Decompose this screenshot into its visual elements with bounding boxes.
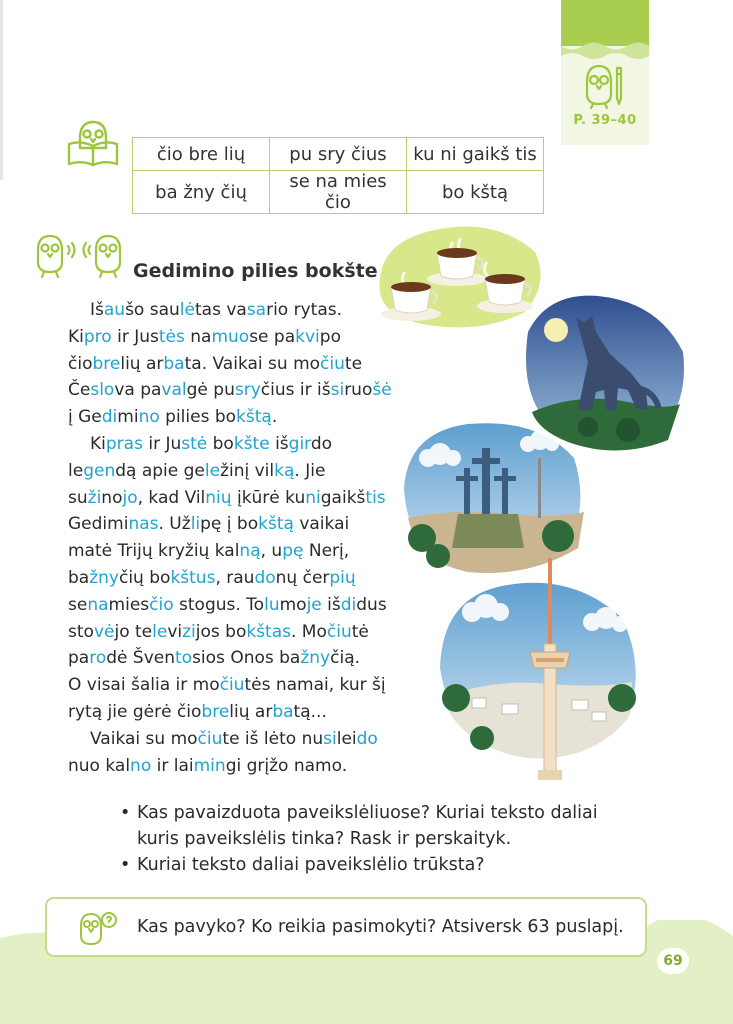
text-segment: Gedimi (68, 514, 129, 535)
text-segment: nų čer (275, 567, 330, 588)
highlighted-syllable: au (103, 300, 126, 320)
highlighted-syllable: no (130, 755, 152, 776)
story-line (68, 458, 408, 485)
text-segment: pa (68, 648, 90, 669)
syllable-cell: ku ni gaikš tis (407, 138, 544, 171)
text-segment: te iš lėto nu (222, 728, 324, 749)
highlighted-syllable: ba (272, 701, 294, 722)
story-line (68, 538, 408, 565)
text-segment: vi (167, 621, 183, 642)
highlighted-syllable: nas (128, 514, 159, 535)
story-line (68, 431, 408, 458)
text-segment: lių ar (229, 701, 273, 722)
text-segment: nuo kal (68, 755, 131, 776)
highlighted-syllable: ką (274, 460, 295, 481)
syllable-cell: pu sry čius (270, 138, 407, 171)
highlighted-syllable: do (254, 567, 276, 588)
talking-birds-icon (34, 232, 124, 280)
highlighted-syllable: min (193, 755, 226, 776)
text-segment: jo te (114, 621, 153, 642)
table-row (133, 171, 544, 214)
highlighted-syllable: kštas (246, 621, 291, 642)
text-segment: tas va (194, 300, 247, 320)
text-segment: . Jie (294, 460, 326, 481)
story-line (68, 592, 408, 619)
text-segment: . Už (158, 514, 191, 535)
story-title: Gedimino pilies bokšte (133, 260, 378, 282)
highlighted-syllable: slo (90, 380, 115, 401)
tv-tower-illustration (432, 548, 644, 784)
highlighted-syllable: ži (87, 487, 102, 508)
question-list (120, 800, 598, 878)
text-segment: ir Ju (142, 433, 182, 454)
text-segment: dė Šven (106, 648, 175, 669)
syllable-cell: čio bre lių (133, 138, 270, 171)
highlighted-syllable: čiu (197, 728, 223, 749)
text-segment: mies (108, 594, 150, 615)
highlighted-syllable: li (190, 514, 201, 535)
thinking-bird-icon (77, 910, 117, 948)
highlighted-syllable: kštą (236, 407, 272, 428)
highlighted-syllable: je (306, 594, 322, 615)
text-segment: iš (321, 594, 341, 615)
story-text (68, 297, 408, 779)
text-segment: sto (68, 621, 94, 642)
story-line (68, 404, 408, 431)
highlighted-syllable: vė (93, 621, 115, 642)
tab-page-reference: P. 39–40 (573, 113, 637, 128)
reminder-box (45, 897, 647, 957)
text-segment: rio rytas. (266, 300, 343, 320)
text-segment: dus (356, 594, 387, 615)
text-segment: gi grįžo namo. (225, 755, 348, 776)
text-segment: Iš (90, 300, 104, 320)
text-segment: . Mo (291, 621, 327, 642)
text-segment: iš (269, 433, 289, 454)
highlighted-syllable: na (87, 594, 109, 615)
text-segment: čių bo (118, 567, 171, 588)
text-segment: se (68, 594, 88, 615)
story-line (68, 753, 408, 780)
text-segment: , rau (215, 567, 255, 588)
highlighted-syllable: kvi (295, 326, 320, 347)
text-segment: ba (68, 567, 90, 588)
highlighted-syllable: čiu (326, 621, 352, 642)
text-segment: no (101, 487, 123, 508)
highlighted-syllable: di (101, 407, 118, 428)
reminder-text: Kas pavyko? Ko reikia pasimokyti? Atsiversk 63 puslapį. (137, 917, 624, 937)
story-line (68, 377, 408, 404)
text-segment: , kad Vil (137, 487, 206, 508)
text-segment: įkūrė ku (231, 487, 306, 508)
highlighted-syllable: le (204, 460, 221, 481)
text-segment: sios Onos ba (192, 648, 301, 669)
story-line (68, 645, 408, 672)
chapter-tab (561, 0, 649, 145)
text-segment: te (344, 353, 363, 374)
text-segment: Če (68, 380, 91, 401)
highlighted-syllable: šė (372, 380, 392, 401)
highlighted-syllable: si (330, 380, 345, 401)
text-segment: pę į bo (200, 514, 259, 535)
text-segment: jos bo (195, 621, 247, 642)
text-segment: Ki (68, 326, 84, 347)
story-line (68, 511, 408, 538)
text-segment: do (310, 433, 333, 454)
text-segment: į Ge (68, 407, 102, 428)
highlighted-syllable: to (175, 648, 193, 669)
highlighted-syllable: lu (264, 594, 280, 615)
text-segment: O visai šalia ir mo (68, 675, 220, 696)
bullet: • (120, 855, 131, 875)
text-segment: mi (117, 407, 139, 428)
text-segment: Nerį, (303, 541, 350, 562)
text-segment: žinį vil (220, 460, 275, 481)
page-number: 69 (657, 948, 689, 974)
text-segment: na (184, 326, 212, 347)
text-segment: tės namai, kur šį (244, 675, 386, 696)
question-item (120, 852, 598, 878)
story-line (68, 619, 408, 646)
text-segment: čius ir iš (260, 380, 331, 401)
highlighted-syllable: jo (122, 487, 138, 508)
highlighted-syllable: žny (300, 648, 331, 669)
text-segment: mo (279, 594, 307, 615)
text-segment: matė Trijų kryžių kal (68, 541, 240, 562)
highlighted-syllable: gir (288, 433, 311, 454)
story-line (68, 672, 408, 699)
question-item (120, 800, 598, 852)
text-segment: ta. Vaikai su mo (184, 353, 321, 374)
story-line (68, 565, 408, 592)
text-segment: Vaikai su mo (90, 728, 198, 749)
text-segment: su (68, 487, 88, 508)
highlighted-syllable: ni (305, 487, 321, 508)
text-segment: gaikš (320, 487, 366, 508)
highlighted-syllable: tis (365, 487, 386, 508)
highlighted-syllable: čiu (219, 675, 245, 696)
text-segment: šo sau (125, 300, 180, 320)
highlighted-syllable: si (323, 728, 337, 749)
highlighted-syllable: kštus (170, 567, 216, 588)
highlighted-syllable: zi (182, 621, 196, 642)
highlighted-syllable: nių (205, 487, 232, 508)
text-segment: . (271, 407, 278, 428)
text-segment: stogus. To (173, 594, 265, 615)
highlighted-syllable: tės (158, 326, 185, 347)
text-segment: ruo (344, 380, 373, 401)
question-line: Kas pavaizduota paveikslėliuose? Kuriai teksto daliai (137, 803, 598, 823)
story-line (68, 726, 408, 753)
highlighted-syllable: pras (105, 433, 143, 454)
table-row (133, 138, 544, 171)
highlighted-syllable: sa (246, 300, 267, 320)
text-segment: tą... (293, 701, 327, 722)
story-line (68, 699, 408, 726)
highlighted-syllable: žny (89, 567, 119, 588)
text-segment: gė pu (186, 380, 235, 401)
story-line (68, 485, 408, 512)
text-segment: tė (351, 621, 369, 642)
highlighted-syllable: do (356, 728, 378, 749)
text-segment: rytą jie gėrė čio (68, 701, 202, 722)
text-segment: va pa (114, 380, 162, 401)
text-segment: Ki (90, 433, 106, 454)
text-segment: bo (207, 433, 234, 454)
text-segment: čią. (330, 648, 361, 669)
owl-reading-icon (66, 118, 120, 168)
text-segment: le (68, 460, 84, 481)
highlighted-syllable: lė (179, 300, 195, 320)
text-segment: vaikai (293, 514, 350, 535)
syllable-cell: ba žny čių (133, 171, 270, 214)
page-edge (0, 0, 3, 180)
text-segment: lių ar (120, 353, 164, 374)
text-segment: pilies bo (159, 407, 237, 428)
highlighted-syllable: muo (211, 326, 250, 347)
question-line: Kuriai teksto daliai paveikslėlio trūksta? (137, 855, 485, 875)
highlighted-syllable: stė (181, 433, 208, 454)
highlighted-syllable: čiu (320, 353, 345, 374)
owl-writing-icon (581, 60, 629, 110)
highlighted-syllable: di (340, 594, 357, 615)
syllable-cell: bo kštą (407, 171, 544, 214)
highlighted-syllable: kšte (233, 433, 270, 454)
syllable-table (132, 137, 544, 214)
text-segment: se pa (249, 326, 296, 347)
text-segment: dą apie ge (115, 460, 205, 481)
highlighted-syllable: pę (282, 541, 304, 562)
highlighted-syllable: pro (83, 326, 112, 347)
highlighted-syllable: no (138, 407, 160, 428)
text-segment: čio (68, 353, 93, 374)
text-segment: lei (336, 728, 357, 749)
bullet: • (120, 803, 131, 823)
story-line (68, 297, 408, 324)
highlighted-syllable: val (161, 380, 187, 401)
highlighted-syllable: čio (149, 594, 174, 615)
syllable-cell: se na mies čio (270, 171, 407, 214)
highlighted-syllable: ro (89, 648, 107, 669)
highlighted-syllable: bre (92, 353, 121, 374)
highlighted-syllable: bre (201, 701, 230, 722)
story-line (68, 324, 408, 351)
text-segment: ir lai (151, 755, 194, 776)
highlighted-syllable: pių (329, 567, 356, 588)
highlighted-syllable: ba (163, 353, 185, 374)
highlighted-syllable: sry (234, 380, 261, 401)
highlighted-syllable: gen (83, 460, 116, 481)
text-segment: , u (260, 541, 283, 562)
text-segment: ir Jus (111, 326, 159, 347)
story-line (68, 351, 408, 378)
highlighted-syllable: ną (239, 541, 261, 562)
highlighted-syllable: kštą (258, 514, 294, 535)
text-segment: po (319, 326, 341, 347)
highlighted-syllable: le (152, 621, 168, 642)
question-line: kuris paveikslėlis tinka? Rask ir perskaityk. (137, 829, 512, 849)
